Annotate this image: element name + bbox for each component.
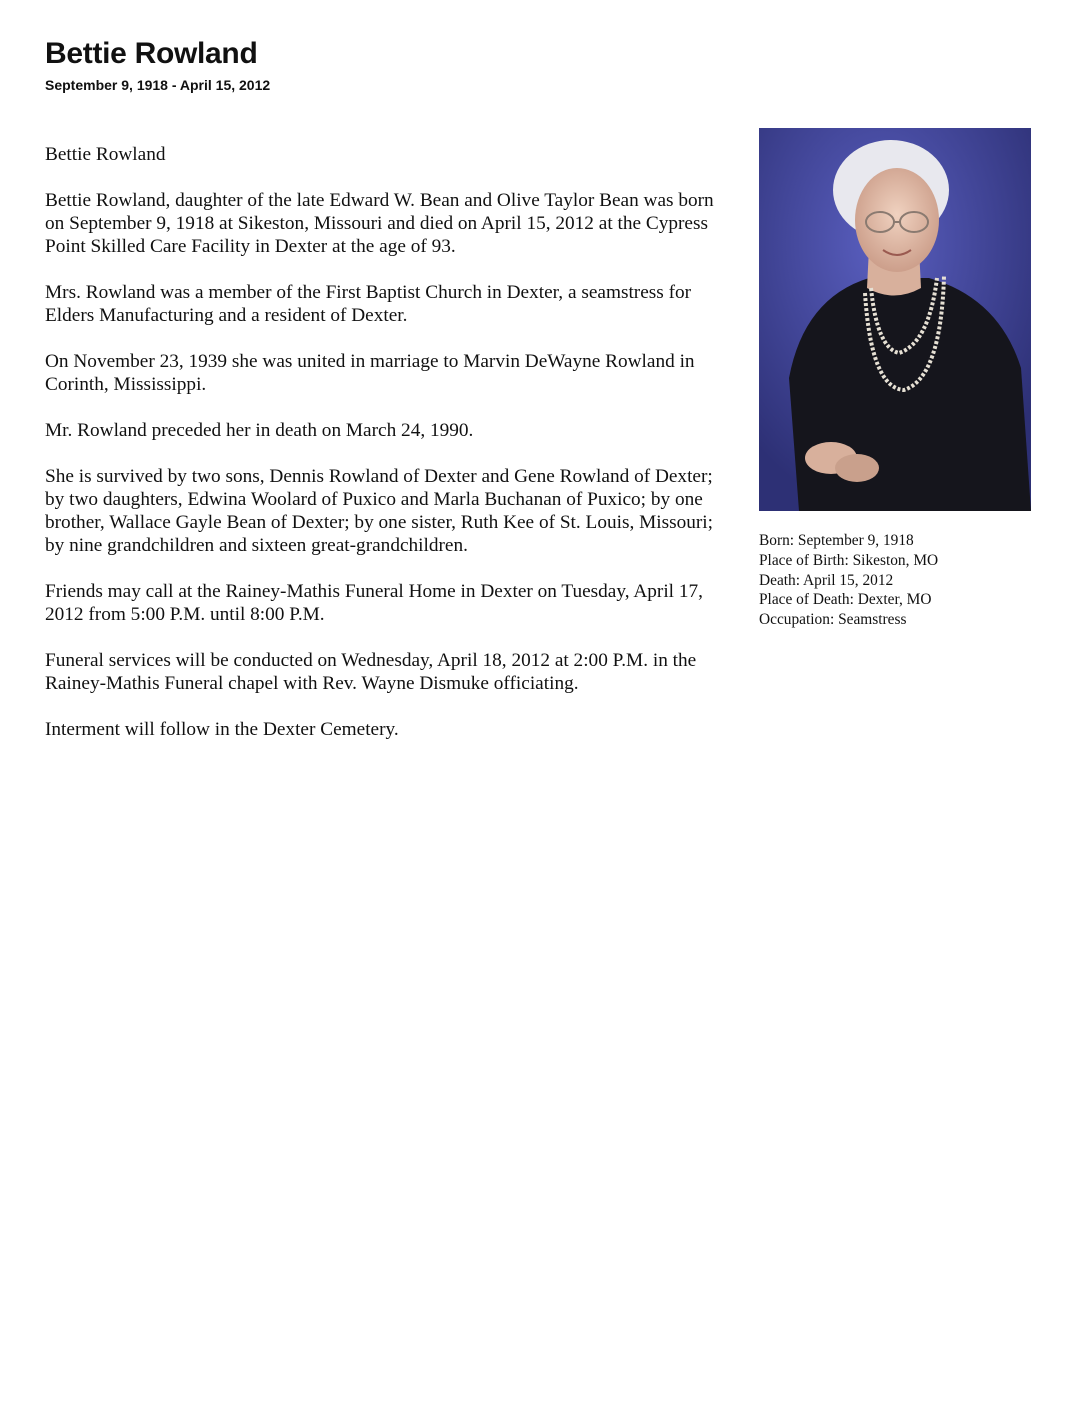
obituary-paragraph: Bettie Rowland, daughter of the late Edward W. Bean and Olive Taylor Bean was born on September 9, 1918 at Sikeston, Missouri and died on April 15, 2012 at the Cypress Point Skilled Care Facility in Dexter at the age of 93. (45, 190, 714, 257)
life-dates: September 9, 1918 - April 15, 2012 (45, 77, 271, 93)
fact-place-of-birth: Place of Birth: Sikeston, MO (759, 551, 939, 569)
portrait-illustration (759, 128, 1031, 511)
fact-occupation: Occupation: Seamstress (759, 611, 907, 629)
obituary-paragraph: Funeral services will be conducted on Wednesday, April 18, 2012 at 2:00 P.M. in the Rainey-Mathis Funeral chapel with Rev. Wayne Dismuke officiating. (45, 650, 697, 694)
vital-facts (759, 531, 1059, 630)
obituary-text (45, 143, 735, 764)
fact-born: Born: September 9, 1918 (759, 532, 914, 549)
obituary-paragraph: She is survived by two sons, Dennis Rowland of Dexter and Gene Rowland of Dexter; by two daughters, Edwina Woolard of Puxico and Marla Buchanan of Puxico; by one brother, Wallace Gayle Bean of Dexter; by one sister, Ruth Kee of St. Louis, Missouri; by nine grandchildren and sixteen great-grandchildren. (45, 466, 714, 556)
obituary-paragraph: Mr. Rowland preceded her in death on March 24, 1990. (45, 420, 474, 441)
obituary-paragraph: Friends may call at the Rainey-Mathis Funeral Home in Dexter on Tuesday, April 17, 2012 from 5:00 P.M. until 8:00 P.M. (45, 581, 703, 625)
obituary-header (45, 36, 270, 94)
obituary-paragraph: On November 23, 1939 she was united in marriage to Marvin DeWayne Rowland in Corinth, Mississippi. (45, 351, 695, 395)
portrait-photo (759, 128, 1031, 511)
fact-death: Death: April 15, 2012 (759, 571, 894, 589)
obituary-paragraph: Interment will follow in the Dexter Cemetery. (45, 719, 399, 740)
obituary-paragraph: Bettie Rowland (45, 144, 166, 165)
obituary-paragraph: Mrs. Rowland was a member of the First Baptist Church in Dexter, a seamstress for Elders Manufacturing and a resident of Dexter. (45, 282, 692, 326)
fact-place-of-death: Place of Death: Dexter, MO (759, 591, 932, 609)
page-title: Bettie Rowland (45, 37, 258, 70)
